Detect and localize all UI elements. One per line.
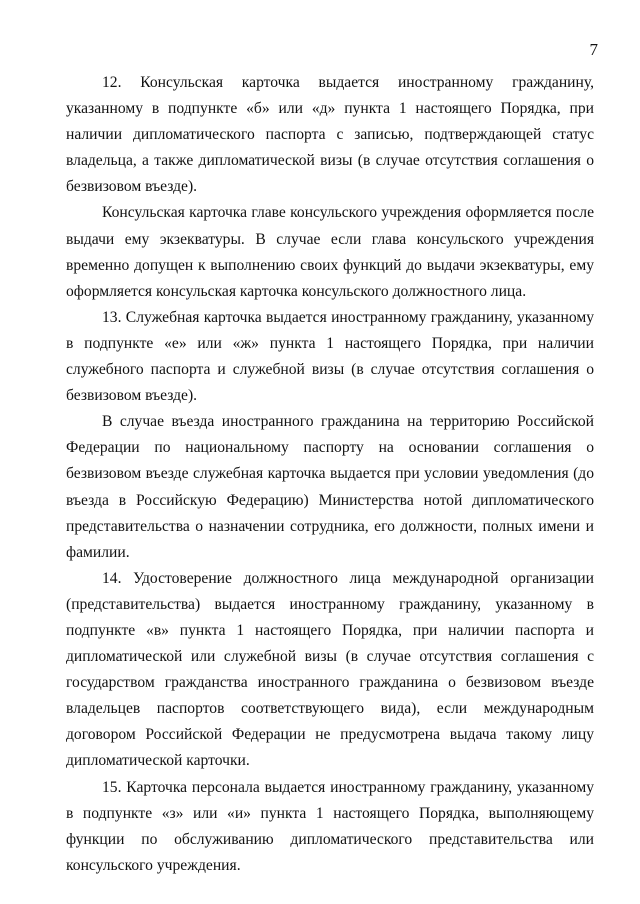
paragraph-consular-head-card: Консульская карточка главе консульского учреждения оформляется после выдачи ему экзекватуры. В случае если глава консульского учреждения временно допущен к выполнению своих функций до выдачи экзекватуры, ему оформляется консульская карточка консульского должностного лица. bbox=[66, 204, 594, 300]
page-number: 7 bbox=[589, 40, 598, 59]
document-body bbox=[66, 70, 594, 879]
paragraph-13-service-card: 13. Служебная карточка выдается иностранному гражданину, указанному в подпункте «е» или «ж» пункта 1 настоящего Порядка, при наличии служебного паспорта и служебной визы (в случае отсутствия соглашения о безвизовом въезде). bbox=[66, 308, 594, 405]
paragraph-12-consular-card: 12. Консульская карточка выдается иностранному гражданину, указанному в подпункте «б» или «д» пункта 1 настоящего Порядка, при наличии дипломатического паспорта с записью, подтверждающей статус владельца, а также дипломатической визы (в случае отсутствия соглашения о безвизовом въезде). bbox=[66, 74, 594, 196]
paragraph-service-card-visa-free: В случае въезда иностранного гражданина на территорию Российской Федерации по национальному паспорту на основании соглашения о безвизовом въезде служебная карточка выдается при условии уведомления (до въезда в Российскую Федерацию) Министерства нотой дипломатического представительства о назначении сотрудника, его должности, полных имени и фамилии. bbox=[66, 413, 594, 561]
paragraph-14-international-org-id: 14. Удостоверение должностного лица международной организации (представительства) выдается иностранному гражданину, указанному в подпункте «в» пункта 1 настоящего Порядка, при наличии паспорта и дипломатической или служебной визы (в случае отсутствия соглашения с государством гражданства иностранного гражданина о безвизовом въезде владельцев паспортов соответствующего вида), если международным договором Российской Федерации не предусмотрена выдача такому лицу дипломатической карточки. bbox=[66, 569, 594, 770]
paragraph-15-personnel-card: 15. Карточка персонала выдается иностранному гражданину, указанному в подпункте «з» или «и» пункта 1 настоящего Порядка, выполняющему функции по обслуживанию дипломатического представительства или консульского учреждения. bbox=[66, 778, 594, 874]
